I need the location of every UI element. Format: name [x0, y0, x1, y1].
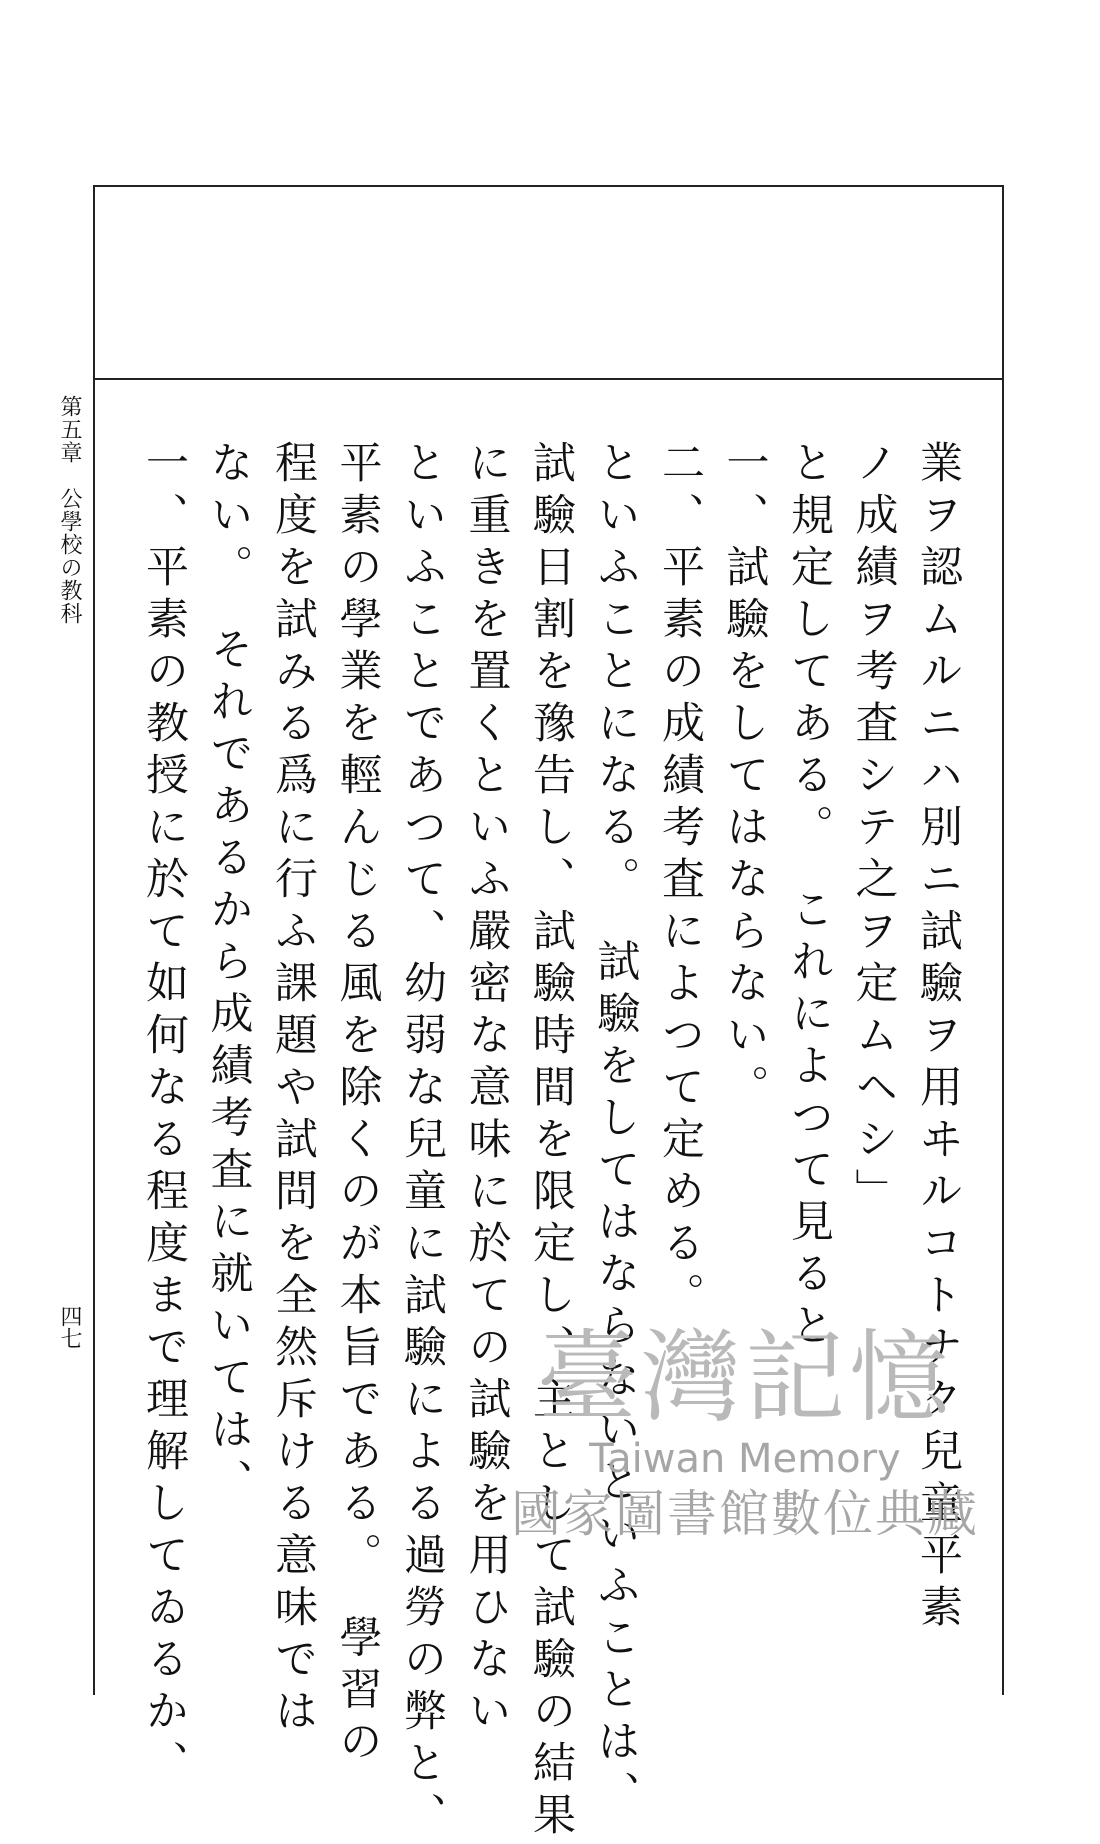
watermark-sub: 國家圖書館數位典藏 — [511, 1485, 979, 1543]
watermark — [470, 1320, 1020, 1570]
text-column: といふことになる。 試驗をしてはならないといふことは、 — [590, 440, 641, 1823]
text-column: 業ヲ認ムルニハ別ニ試驗ヲ用ヰルコトナク兒童平素 — [913, 440, 963, 1636]
text-column: と規定してある。 これによつて見ると — [784, 440, 834, 1355]
text-column: 一、試驗をしてはならない。 — [719, 440, 770, 1116]
text-column: 試驗日割を豫告し、試驗時間を限定し、主として試驗の結果 — [526, 440, 576, 1844]
page-number: 四七 — [57, 1305, 82, 1349]
text-column: に重きを置くといふ嚴密な意味に於ての試驗を用ひない — [461, 440, 512, 1740]
frame-top-border — [93, 185, 1003, 188]
watermark-english: Taiwan Memory — [589, 1436, 901, 1482]
frame-left-border — [93, 185, 96, 1695]
frame-divider — [93, 378, 1003, 381]
text-column: といふことであつて、幼弱な兒童に試驗による過勞の弊と、 — [397, 440, 447, 1844]
watermark-main: 臺灣記憶 — [537, 1319, 953, 1436]
text-column: ない。 それであるから成績考査に就いては、 — [203, 440, 254, 1511]
text-column: ノ成績ヲ考査シテ之ヲ定ムヘシ」 — [848, 440, 899, 1220]
text-column: 平素の學業を輕んじる風を除くのが本旨である。 學習の — [332, 440, 383, 1771]
text-column: 程度を試みる爲に行ふ課題や試問を全然斥ける意味では — [268, 440, 318, 1740]
chapter-title: 第五章 公學校の教科 — [57, 395, 82, 625]
text-column: 二、平素の成績考査によつて定める。 — [655, 440, 705, 1324]
text-column: 一、平素の教授に於て如何なる程度まで理解してゐるか、 — [139, 440, 189, 1792]
